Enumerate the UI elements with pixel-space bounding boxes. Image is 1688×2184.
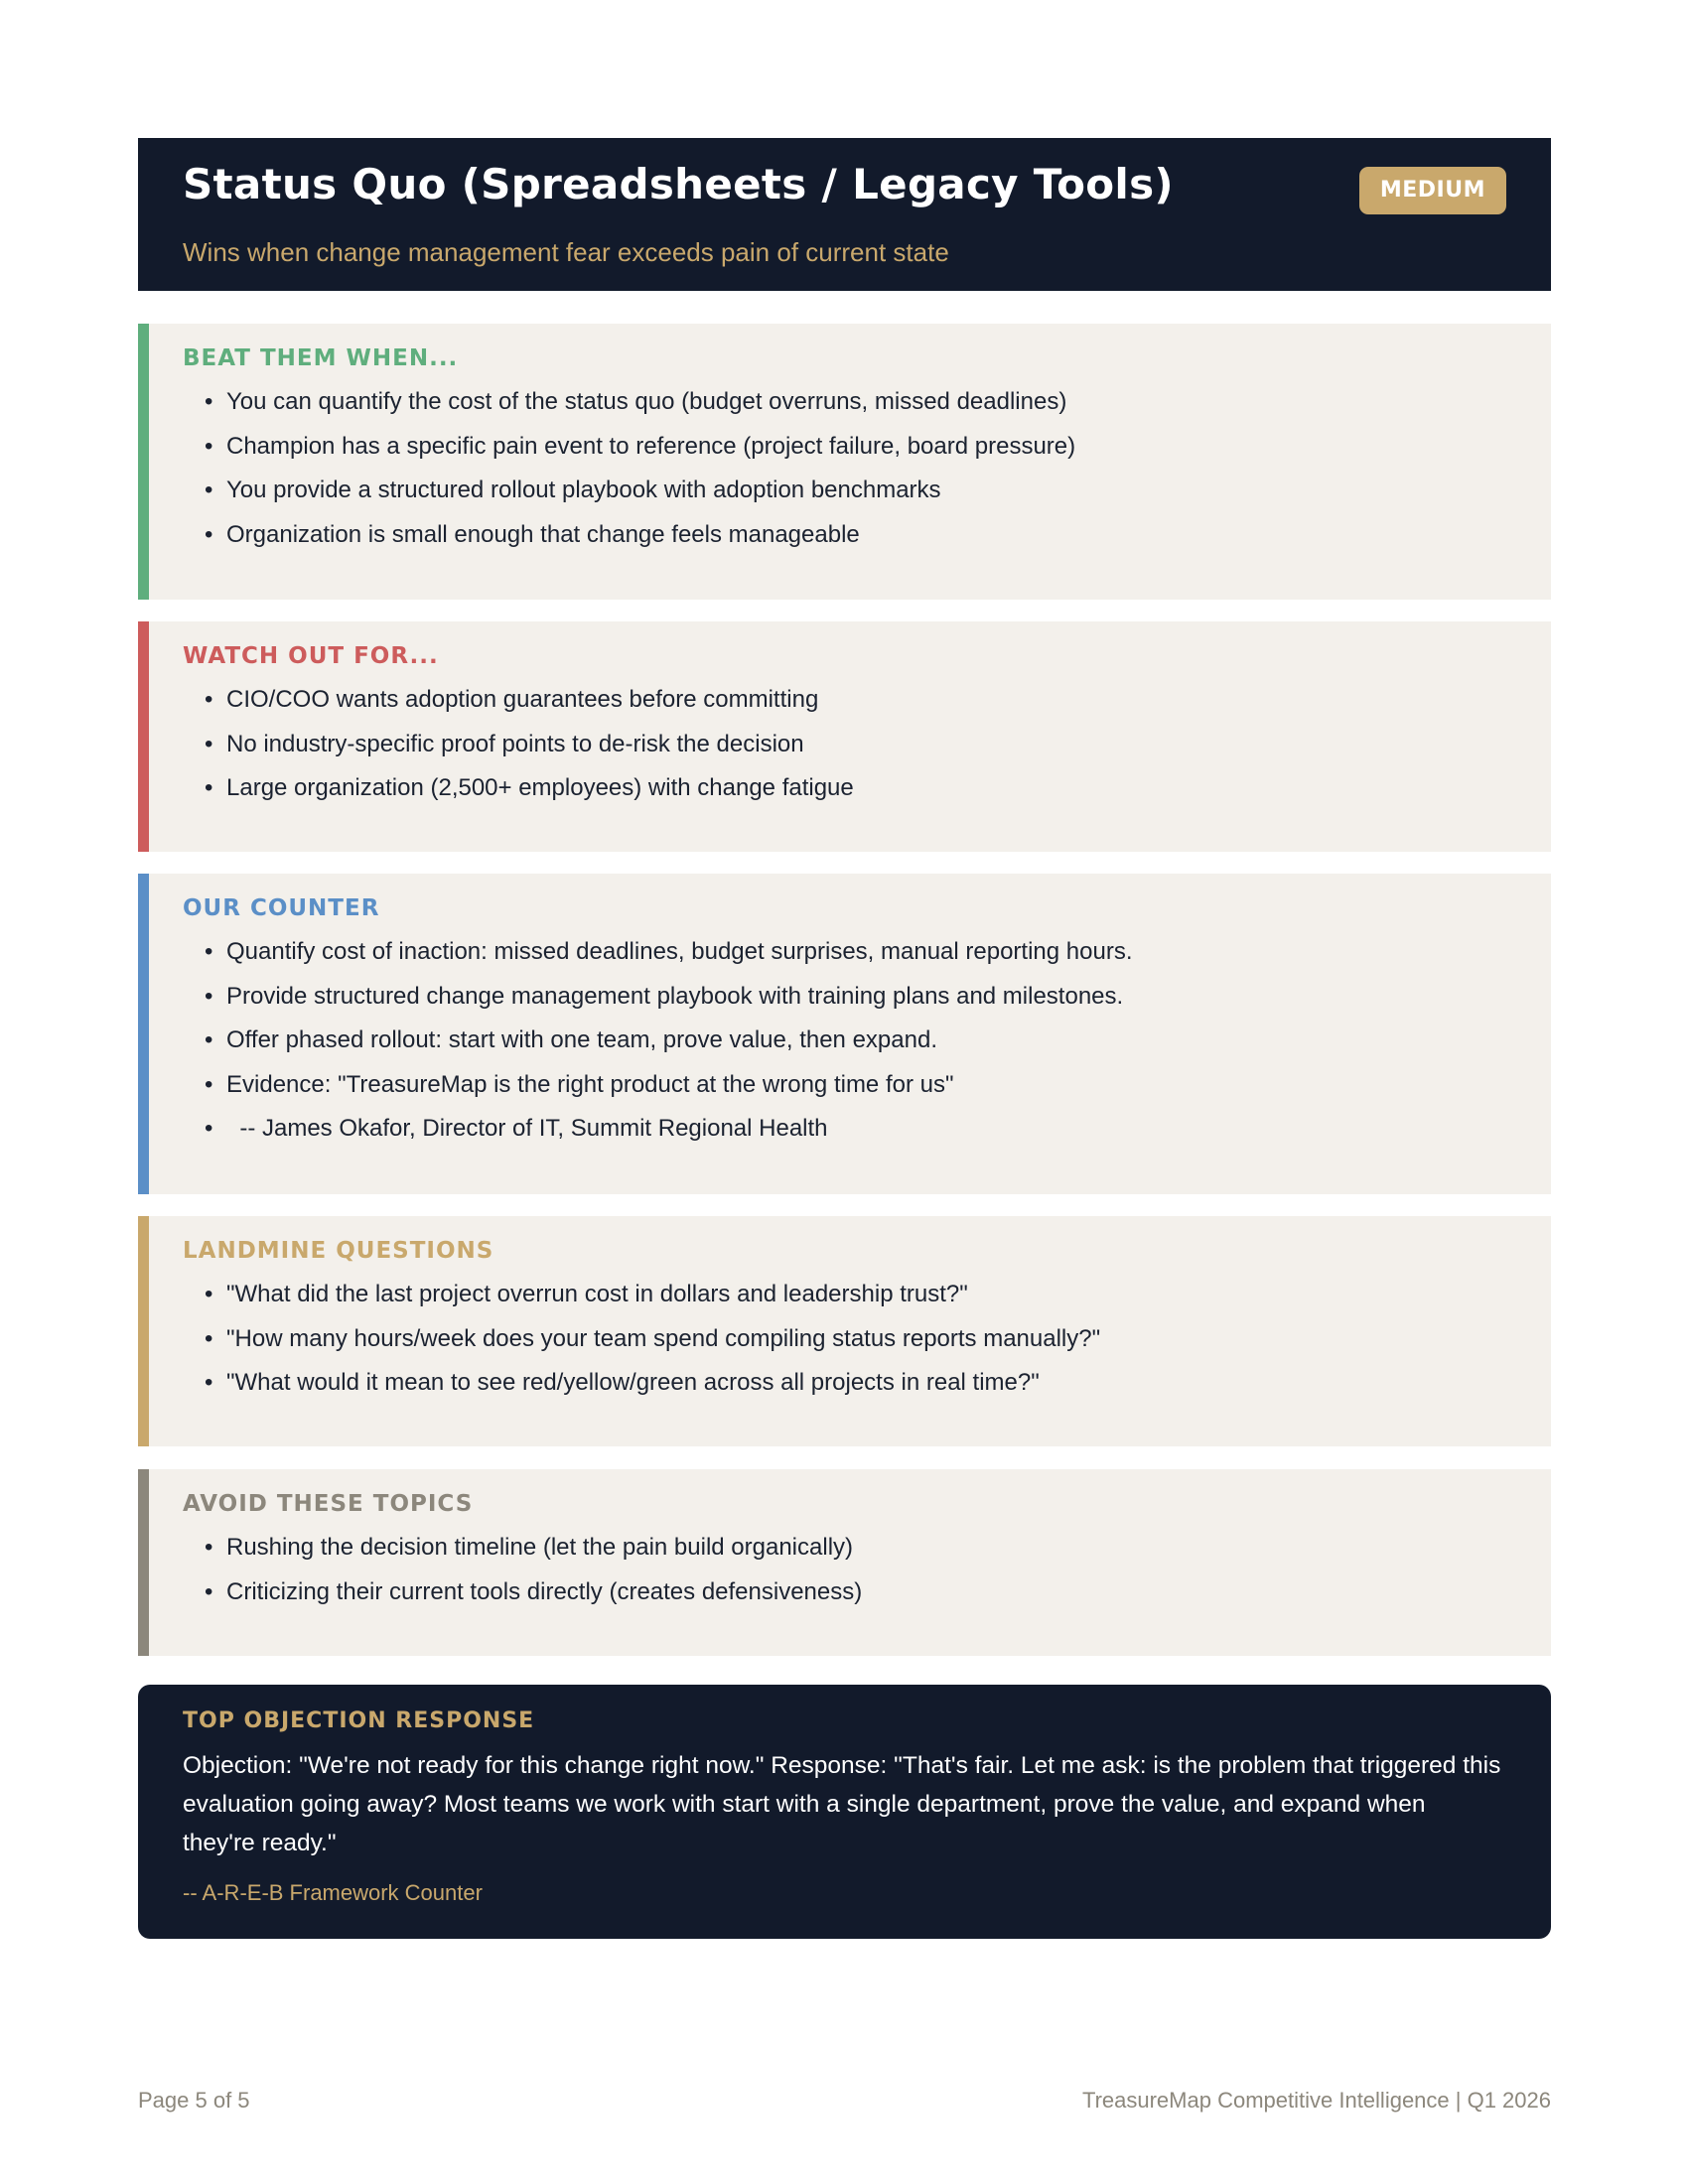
list-item: • Large organization (2,500+ employees) with change fatigue <box>183 771 1517 816</box>
list-item: • Provide structured change management playbook with training plans and milestones. <box>183 980 1517 1024</box>
section-beat-them-when <box>138 324 1551 600</box>
bullet-list <box>183 385 1517 562</box>
bullet-list <box>183 683 1517 816</box>
section-watch-out-for <box>138 621 1551 852</box>
list-item: • -- James Okafor, Director of IT, Summit Regional Health <box>183 1112 1517 1157</box>
list-item: • Criticizing their current tools directly (creates defensiveness) <box>183 1575 1517 1620</box>
objection-attribution: -- A-R-E-B Framework Counter <box>183 1880 483 1905</box>
section-our-counter <box>138 874 1551 1194</box>
bullet-list <box>183 1531 1517 1619</box>
list-item: • You can quantify the cost of the status quo (budget overruns, missed deadlines) <box>183 385 1517 430</box>
list-item: • Evidence: "TreasureMap is the right product at the wrong time for us" <box>183 1068 1517 1113</box>
header-banner <box>138 138 1551 291</box>
list-item: • Champion has a specific pain event to reference (project failure, board pressure) <box>183 430 1517 475</box>
objection-heading: TOP OBJECTION RESPONSE <box>183 1708 535 1733</box>
objection-body: Objection: "We're not ready for this change right now." Response: "That's fair. Let me ask: is the problem that triggered this evaluation going away? Most teams we work with start with a single department, prove the value, and expand when they're ready." <box>183 1752 1501 1856</box>
section-landmine-questions <box>138 1216 1551 1446</box>
section-avoid-these-topics <box>138 1469 1551 1656</box>
bullet-list <box>183 935 1517 1157</box>
page-subtitle: Wins when change management fear exceeds pain of current state <box>183 237 949 267</box>
list-item: • No industry-specific proof points to de-risk the decision <box>183 728 1517 772</box>
bullet-list <box>183 1278 1517 1411</box>
section-heading: WATCH OUT FOR... <box>183 643 439 669</box>
section-heading: LANDMINE QUESTIONS <box>183 1238 494 1264</box>
page-title: Status Quo (Spreadsheets / Legacy Tools) <box>183 160 1174 208</box>
list-item: • Rushing the decision timeline (let the pain build organically) <box>183 1531 1517 1575</box>
list-item: • Quantify cost of inaction: missed deadlines, budget surprises, manual reporting hours. <box>183 935 1517 980</box>
list-item: • Organization is small enough that change feels manageable <box>183 518 1517 563</box>
footer-source: TreasureMap Competitive Intelligence | Q1 2026 <box>1081 2088 1551 2113</box>
list-item: • CIO/COO wants adoption guarantees before committing <box>183 683 1517 728</box>
objection-response-panel <box>138 1685 1551 1939</box>
section-heading: OUR COUNTER <box>183 895 380 921</box>
section-heading: BEAT THEM WHEN... <box>183 345 459 371</box>
list-item: • You provide a structured rollout playbook with adoption benchmarks <box>183 474 1517 518</box>
page-number: Page 5 of 5 <box>138 2088 250 2113</box>
list-item: • Offer phased rollout: start with one team, prove value, then expand. <box>183 1024 1517 1068</box>
list-item: • "How many hours/week does your team spend compiling status reports manually?" <box>183 1322 1517 1367</box>
section-heading: AVOID THESE TOPICS <box>183 1491 474 1517</box>
list-item: • "What would it mean to see red/yellow/green across all projects in real time?" <box>183 1366 1517 1411</box>
list-item: • "What did the last project overrun cost in dollars and leadership trust?" <box>183 1278 1517 1322</box>
threat-level-badge: MEDIUM <box>1359 167 1506 214</box>
